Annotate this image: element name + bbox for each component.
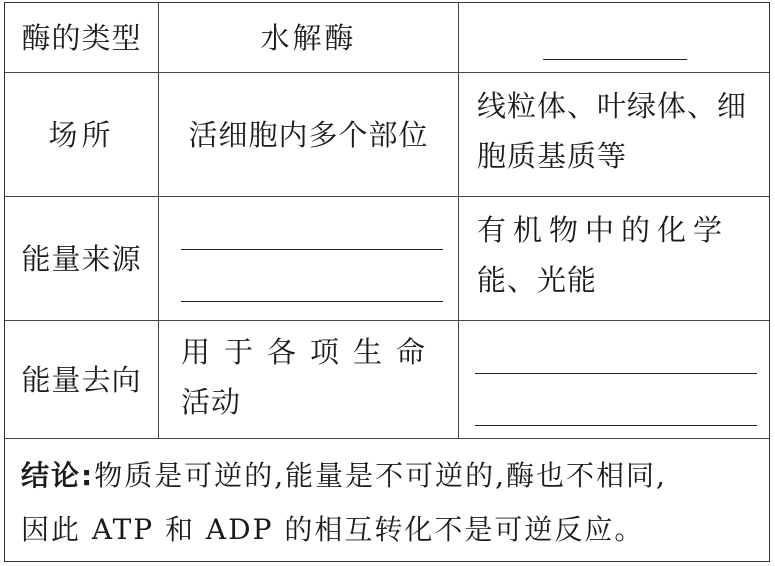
fill-in-blank-energy-destination-1 xyxy=(475,373,757,374)
energy-source-synthase-line2: 能、光能 xyxy=(477,263,598,297)
location-hydrolase-cell xyxy=(159,73,459,196)
row-label-energy-source: 能量来源 xyxy=(21,241,142,276)
energy-source-synthase-cell xyxy=(459,197,769,320)
header-cell-hydrolase xyxy=(159,3,459,72)
conclusion-block xyxy=(5,439,769,561)
row-label-energy-destination: 能量去向 xyxy=(21,362,142,397)
location-synthase-line1: 线粒体、叶绿体、细 xyxy=(477,89,748,123)
energy-source-synthase-line1: 有机物中的化学 xyxy=(477,213,730,247)
conclusion-text-line1: 物质是可逆的,能量是不可逆的,酶也不相同, xyxy=(94,459,667,492)
location-hydrolase-text: 活细胞内多个部位 xyxy=(188,117,429,152)
row-label-location: 场所 xyxy=(48,117,115,152)
location-synthase-cell xyxy=(459,73,769,196)
conclusion-line1 xyxy=(21,449,755,503)
row-label-cell-energy-source xyxy=(5,197,159,320)
fill-in-blank-energy-source-2 xyxy=(181,301,443,302)
table-row-energy-destination xyxy=(5,321,769,439)
header-enzyme-type-label: 酶的类型 xyxy=(21,20,142,55)
conclusion-label: 结论 xyxy=(21,459,82,492)
header-cell-blank xyxy=(459,3,769,72)
conclusion-colon: : xyxy=(81,459,95,492)
fill-in-blank-synthase xyxy=(543,59,687,60)
location-synthase-line2: 胞质基质等 xyxy=(477,139,628,173)
comparison-table xyxy=(4,2,770,562)
conclusion-text-line2: 因此 ATP 和 ADP 的相互转化不是可逆反应。 xyxy=(21,513,645,546)
energy-destination-hydrolase-cell xyxy=(159,321,459,438)
energy-source-hydrolase-cell xyxy=(159,197,459,320)
energy-destination-synthase-cell xyxy=(459,321,769,438)
header-hydrolase-label: 水解酶 xyxy=(260,20,357,55)
table-row-energy-source xyxy=(5,197,769,321)
fill-in-blank-energy-destination-2 xyxy=(475,425,757,426)
table-row-location xyxy=(5,73,769,197)
energy-destination-hydrolase-line2: 活动 xyxy=(181,385,242,419)
header-cell-enzyme-type xyxy=(5,3,159,72)
table-row-header xyxy=(5,3,769,73)
fill-in-blank-energy-source-1 xyxy=(181,249,443,250)
row-label-cell-location xyxy=(5,73,159,196)
energy-destination-hydrolase-line1: 用于各项生命 xyxy=(181,335,440,369)
row-label-cell-energy-destination xyxy=(5,321,159,438)
